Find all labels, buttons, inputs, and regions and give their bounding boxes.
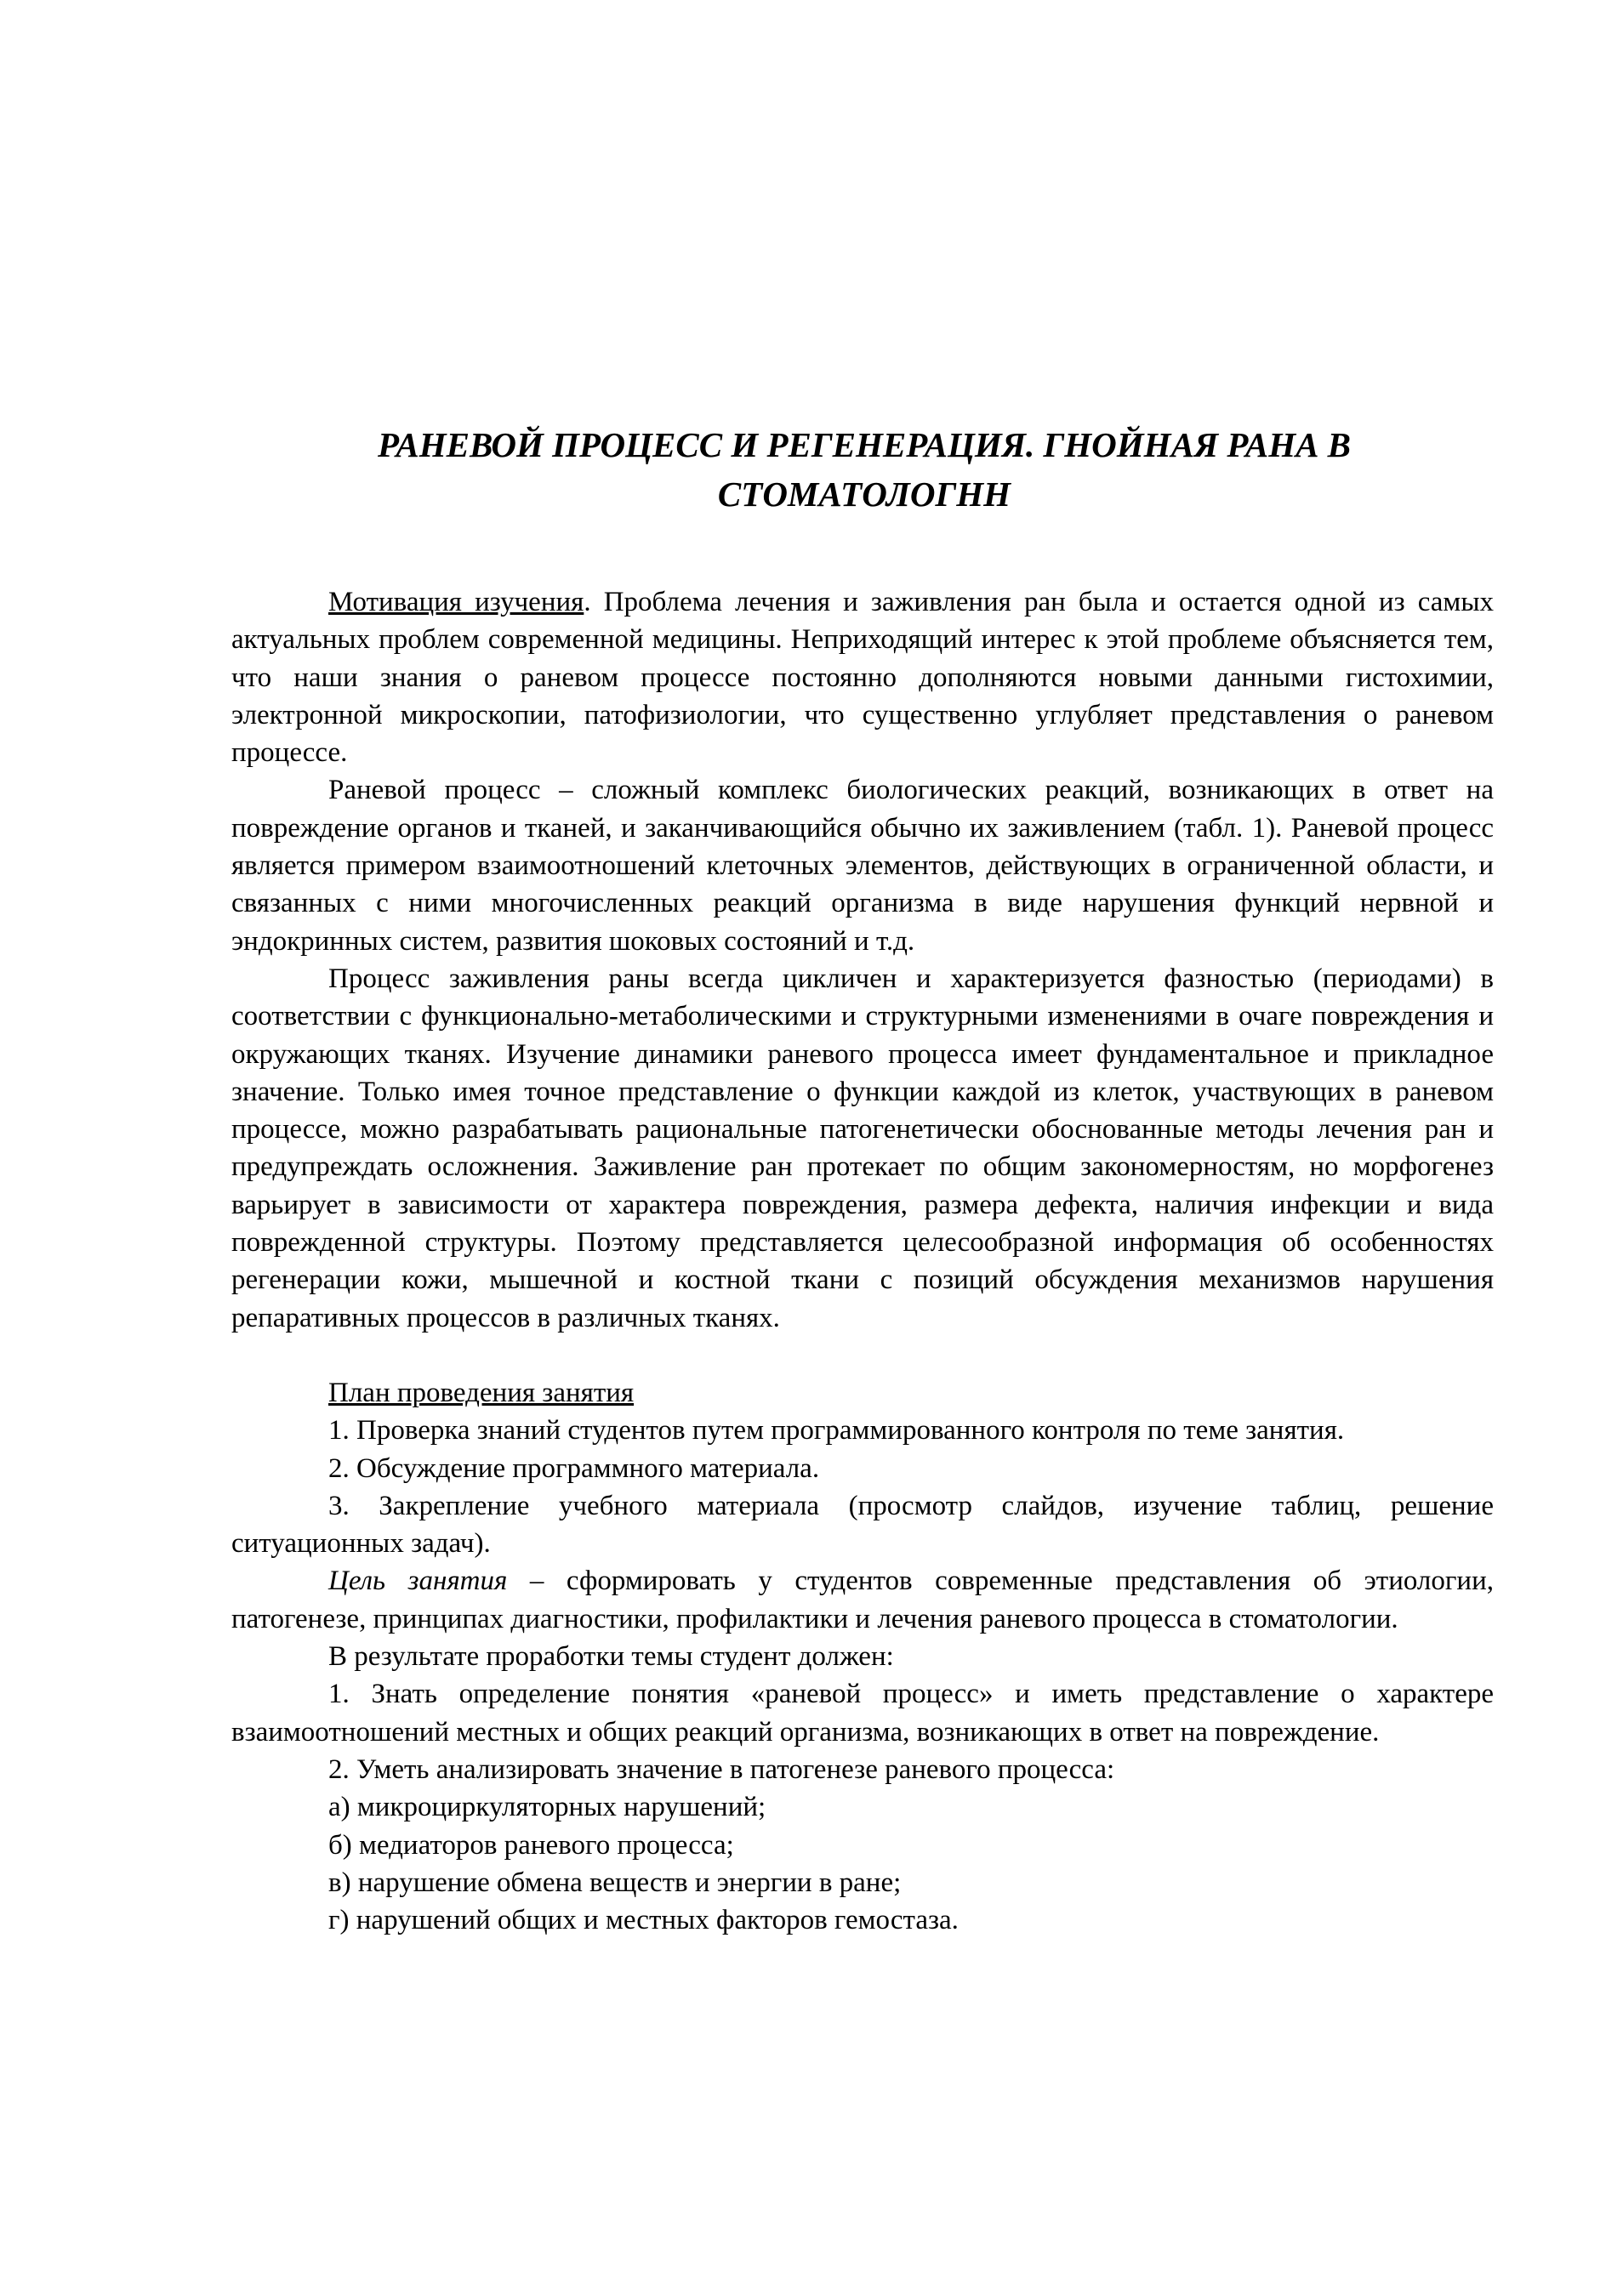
goal-label: Цель занятия [328, 1566, 508, 1597]
motivation-label: Мотивация изучения [328, 587, 584, 617]
goal-paragraph [231, 1562, 1494, 1638]
result-subitem-a: а) микроциркуляторных нарушений; [328, 1792, 766, 1823]
result-intro: В результате проработки темы студент должен: [328, 1641, 894, 1673]
plan-item-1: 1. Проверка знаний студентов путем программированного контроля по теме занятия. [328, 1415, 1345, 1446]
body-paragraph-2: Процесс заживления раны всегда цикличен и характеризуется фазностью (периодами) в соответствии с функционально-метаболическими и структурными изменениями в очаге повреждения и окружающих тканях. Изучение динамики раневого процесса имеет фундаментальное и прикладное значение. Только имея точное представление о функции каждой из клеток, участвующих в раневом процессе, можно разрабатывать рациональные патогенетически обоснованные методы лечения ран и предупреждать осложнения. Заживление ран протекает по общим закономерностям, но морфогенез варьирует в зависимости от характера повреждения, размера дефекта, наличия инфекции и вида поврежденной структуры. Поэтому представляется целесообразной информация об особенностях регенерации кожи, мышечной и костной ткани с позиций обсуждения механизмов нарушения репаративных процессов в различных тканях. [231, 963, 1494, 1333]
section-spacer [231, 1337, 1494, 1374]
page-title [235, 420, 1494, 519]
result-item-1: 1. Знать определение понятия «раневой процесс» и иметь представление о характере взаимоотношений местных и общих реакций организма, возникающих в ответ на повреждение. [231, 1679, 1494, 1748]
title-line-1: РАНЕВОЙ ПРОЦЕСС И РЕГЕНЕРАЦИЯ. ГНОЙНАЯ РАНА В [377, 425, 1352, 464]
result-subitem-d: г) нарушений общих и местных факторов гемостаза. [328, 1905, 959, 1936]
result-subitem-c: в) нарушение обмена веществ и энергии в ране; [328, 1867, 902, 1898]
title-line-2: СТОМАТОЛОГНН [717, 475, 1011, 514]
motivation-text: . Проблема лечения и заживления ран была и остается одной из самых актуальных проблем современной медицины. Неприходящий интерес к этой проблеме объясняется тем, что наши знания о раневом процессе постоянно дополняются новыми данными гистохимии, электронной микроскопии, патофизиологии, что существенно углубляет представления о раневом процессе. [231, 587, 1494, 769]
document-body [231, 583, 1494, 1939]
result-subitem-b: б) медиаторов раневого процесса; [328, 1829, 734, 1861]
plan-item-2: 2. Обсуждение программного материала. [328, 1452, 820, 1484]
result-item-2: 2. Уметь анализировать значение в патогенезе раневого процесса: [328, 1753, 1115, 1785]
goal-text: – сформировать у студентов современные представления об этиологии, патогенезе, принципах диагностики, профилактики и лечения раневого процесса в стоматологии. [231, 1566, 1494, 1634]
plan-heading-text: План проведения занятия [328, 1377, 635, 1408]
body-paragraph-1: Раневой процесс – сложный комплекс биологических реакций, возникающих в ответ на повреждение органов и тканей, и заканчивающийся обычно их заживлением (табл. 1). Раневой процесс является примером взаимоотношений клеточных элементов, действующих в ограниченной области, и связанных с ними многочисленных реакций организма в виде нарушения функций нервной и эндокринных систем, развития шоковых состояний и т.д. [231, 775, 1494, 957]
plan-heading [231, 1374, 1494, 1412]
plan-item-3: 3. Закрепление учебного материала (просмотр слайдов, изучение таблиц, решение ситуационных задач). [231, 1490, 1494, 1560]
motivation-paragraph [231, 583, 1494, 771]
